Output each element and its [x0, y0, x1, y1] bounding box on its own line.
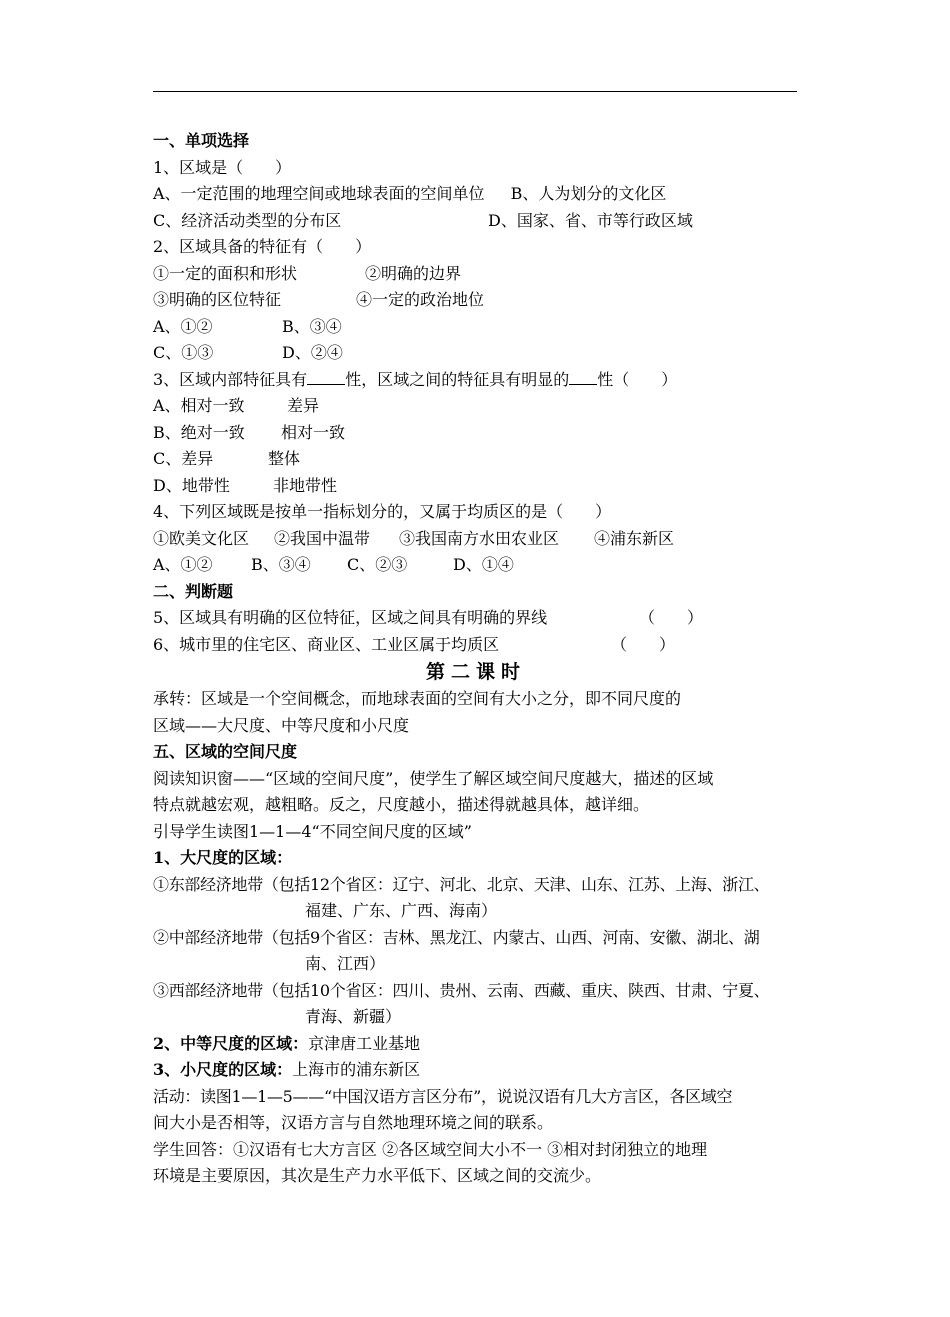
q4-option-a: A、①②: [153, 555, 213, 574]
q3-option-d: [153, 473, 799, 500]
q4-option-d: D、①④: [453, 555, 514, 574]
q3-option-a: [153, 393, 799, 420]
q6: [153, 632, 799, 659]
q2-feature-4: ④一定的政治地位: [356, 290, 485, 309]
q4-option-b: B、③④: [251, 555, 311, 574]
medium-scale-example: 京津唐工业基地: [308, 1033, 421, 1053]
q2-features-12: [153, 261, 799, 288]
section-heading-choice: 一、单项选择: [153, 131, 250, 150]
reading-line-1: 阅读知识窗——“区域的空间尺度”，使学生了解区域空间尺度越大，描述的区域: [153, 768, 714, 788]
q4-stem: 4、下列区域既是按单一指标划分的，又属于均质区的是（ ）: [153, 502, 612, 521]
section-heading-judgement: 二、判断题: [153, 581, 234, 601]
q1-options-ab: [153, 181, 799, 208]
q4-options: [153, 552, 799, 579]
medium-scale-line: [153, 1031, 799, 1058]
q6-answer-paren: （ ）: [611, 634, 676, 654]
q3-option-d-1: D、地带性: [153, 475, 230, 495]
q4-items: [153, 526, 799, 553]
reading-line-2: 特点就越宏观，越粗略。反之，尺度越小，描述得就越具体，越详细。: [153, 795, 650, 814]
q2-stem: 2、区域具备的特征有（ ）: [153, 237, 372, 256]
header-rule: [153, 91, 797, 92]
q3-option-c: [153, 446, 799, 473]
heading-large-scale: 1、大尺度的区域：: [153, 848, 293, 867]
q3-option-b-2: 相对一致: [281, 422, 346, 442]
heading-medium-scale: 2、中等尺度的区域：: [153, 1033, 309, 1053]
q4-item-1: ①欧美文化区: [153, 528, 250, 548]
east-zone-line-1: ①东部经济地带（包括12个省区：辽宁、河北、北京、天津、山东、江苏、上海、浙江、: [153, 874, 770, 894]
q1-option-d: D、国家、省、市等行政区域: [488, 210, 693, 230]
guide-line: 引导学生读图1—1—4“不同空间尺度的区域”: [153, 821, 472, 841]
q2-options-ab: [153, 314, 799, 341]
q2-feature-2: ②明确的边界: [365, 263, 462, 283]
heading-small-scale: 3、小尺度的区域：: [153, 1060, 293, 1079]
q3-option-c-2: 整体: [268, 449, 301, 468]
transition-line-2: 区域——大尺度、中等尺度和小尺度: [153, 715, 410, 735]
q2-option-c: C、①③: [153, 343, 214, 362]
q1-option-a: A、一定范围的地理空间或地球表面的空间单位: [153, 184, 485, 203]
west-zone-line-2: 青海、新疆）: [305, 1007, 402, 1026]
q1-option-c: C、经济活动类型的分布区: [153, 210, 342, 230]
heading-spatial-scale: 五、区域的空间尺度: [153, 742, 298, 761]
q2-option-b: B、③④: [282, 316, 342, 336]
q4-option-c: C、②③: [347, 555, 408, 574]
q2-option-d: D、②④: [282, 343, 343, 362]
q3-option-b: [153, 420, 799, 447]
east-zone-line-2: 福建、广东、广西、海南）: [305, 901, 498, 920]
answer-line-2: 环境是主要原因，其次是生产力水平低下、区域之间的交流少。: [153, 1166, 602, 1185]
q3-stem-part-a: 3、区域内部特征具有: [153, 369, 308, 389]
q1-stem: 1、区域是（ ）: [153, 157, 292, 177]
q3-option-a-1: A、相对一致: [153, 396, 245, 415]
west-zone-line-1: ③西部经济地带（包括10个省区：四川、贵州、云南、西藏、重庆、陕西、甘肃、宁夏、: [153, 980, 770, 1000]
activity-line-1: 活动：读图1—1—5——“中国汉语方言区分布”，说说汉语有几大方言区，各区域空: [153, 1086, 733, 1106]
central-zone-line-1: ②中部经济地带（包括9个省区：吉林、黑龙江、内蒙古、山西、河南、安徽、湖北、湖: [153, 927, 760, 947]
q5-stem: 5、区域具有明确的区位特征，区域之间具有明确的界线: [153, 608, 548, 627]
q3-stem: [153, 367, 799, 394]
q2-feature-1: ①一定的面积和形状: [153, 263, 298, 283]
q6-stem: 6、城市里的住宅区、商业区、工业区属于均质区: [153, 634, 500, 654]
answer-line-1: 学生回答：①汉语有七大方言区 ②各区域空间大小不一 ③相对封闭独立的地理: [153, 1139, 708, 1159]
activity-line-2: 间大小是否相等，汉语方言与自然地理环境之间的联系。: [153, 1113, 554, 1132]
q3-stem-part-b: 性，区域之间的特征具有明显的: [345, 369, 570, 389]
lesson-title: 第二课时: [425, 661, 526, 683]
q2-option-a: A、①②: [153, 316, 213, 336]
q3-stem-part-c: 性（ ）: [597, 369, 678, 389]
q3-blank-1: [307, 367, 345, 385]
q5: [153, 605, 799, 632]
q2-features-34: [153, 287, 799, 314]
small-scale-line: [153, 1057, 799, 1084]
q2-feature-3: ③明确的区位特征: [153, 290, 282, 309]
q4-item-4: ④浦东新区: [594, 528, 675, 548]
q3-blank-2: [569, 367, 597, 385]
q2-options-cd: [153, 340, 799, 367]
document-body: [153, 128, 799, 1190]
q1-options-cd: [153, 208, 799, 235]
q3-option-c-1: C、差异: [153, 449, 214, 468]
transition-line-1: 承转：区域是一个空间概念，而地球表面的空间有大小之分，即不同尺度的: [153, 689, 682, 708]
q3-option-b-1: B、绝对一致: [153, 422, 245, 442]
q5-answer-paren: （ ）: [639, 608, 704, 627]
small-scale-example: 上海市的浦东新区: [292, 1060, 421, 1079]
q1-option-b: B、人为划分的文化区: [510, 184, 667, 203]
q3-option-a-2: 差异: [287, 396, 320, 415]
q4-item-2: ②我国中温带: [274, 528, 371, 548]
central-zone-line-2: 南、江西）: [305, 954, 386, 973]
q4-item-3: ③我国南方水田农业区: [399, 528, 560, 548]
q3-option-d-2: 非地带性: [273, 475, 338, 495]
